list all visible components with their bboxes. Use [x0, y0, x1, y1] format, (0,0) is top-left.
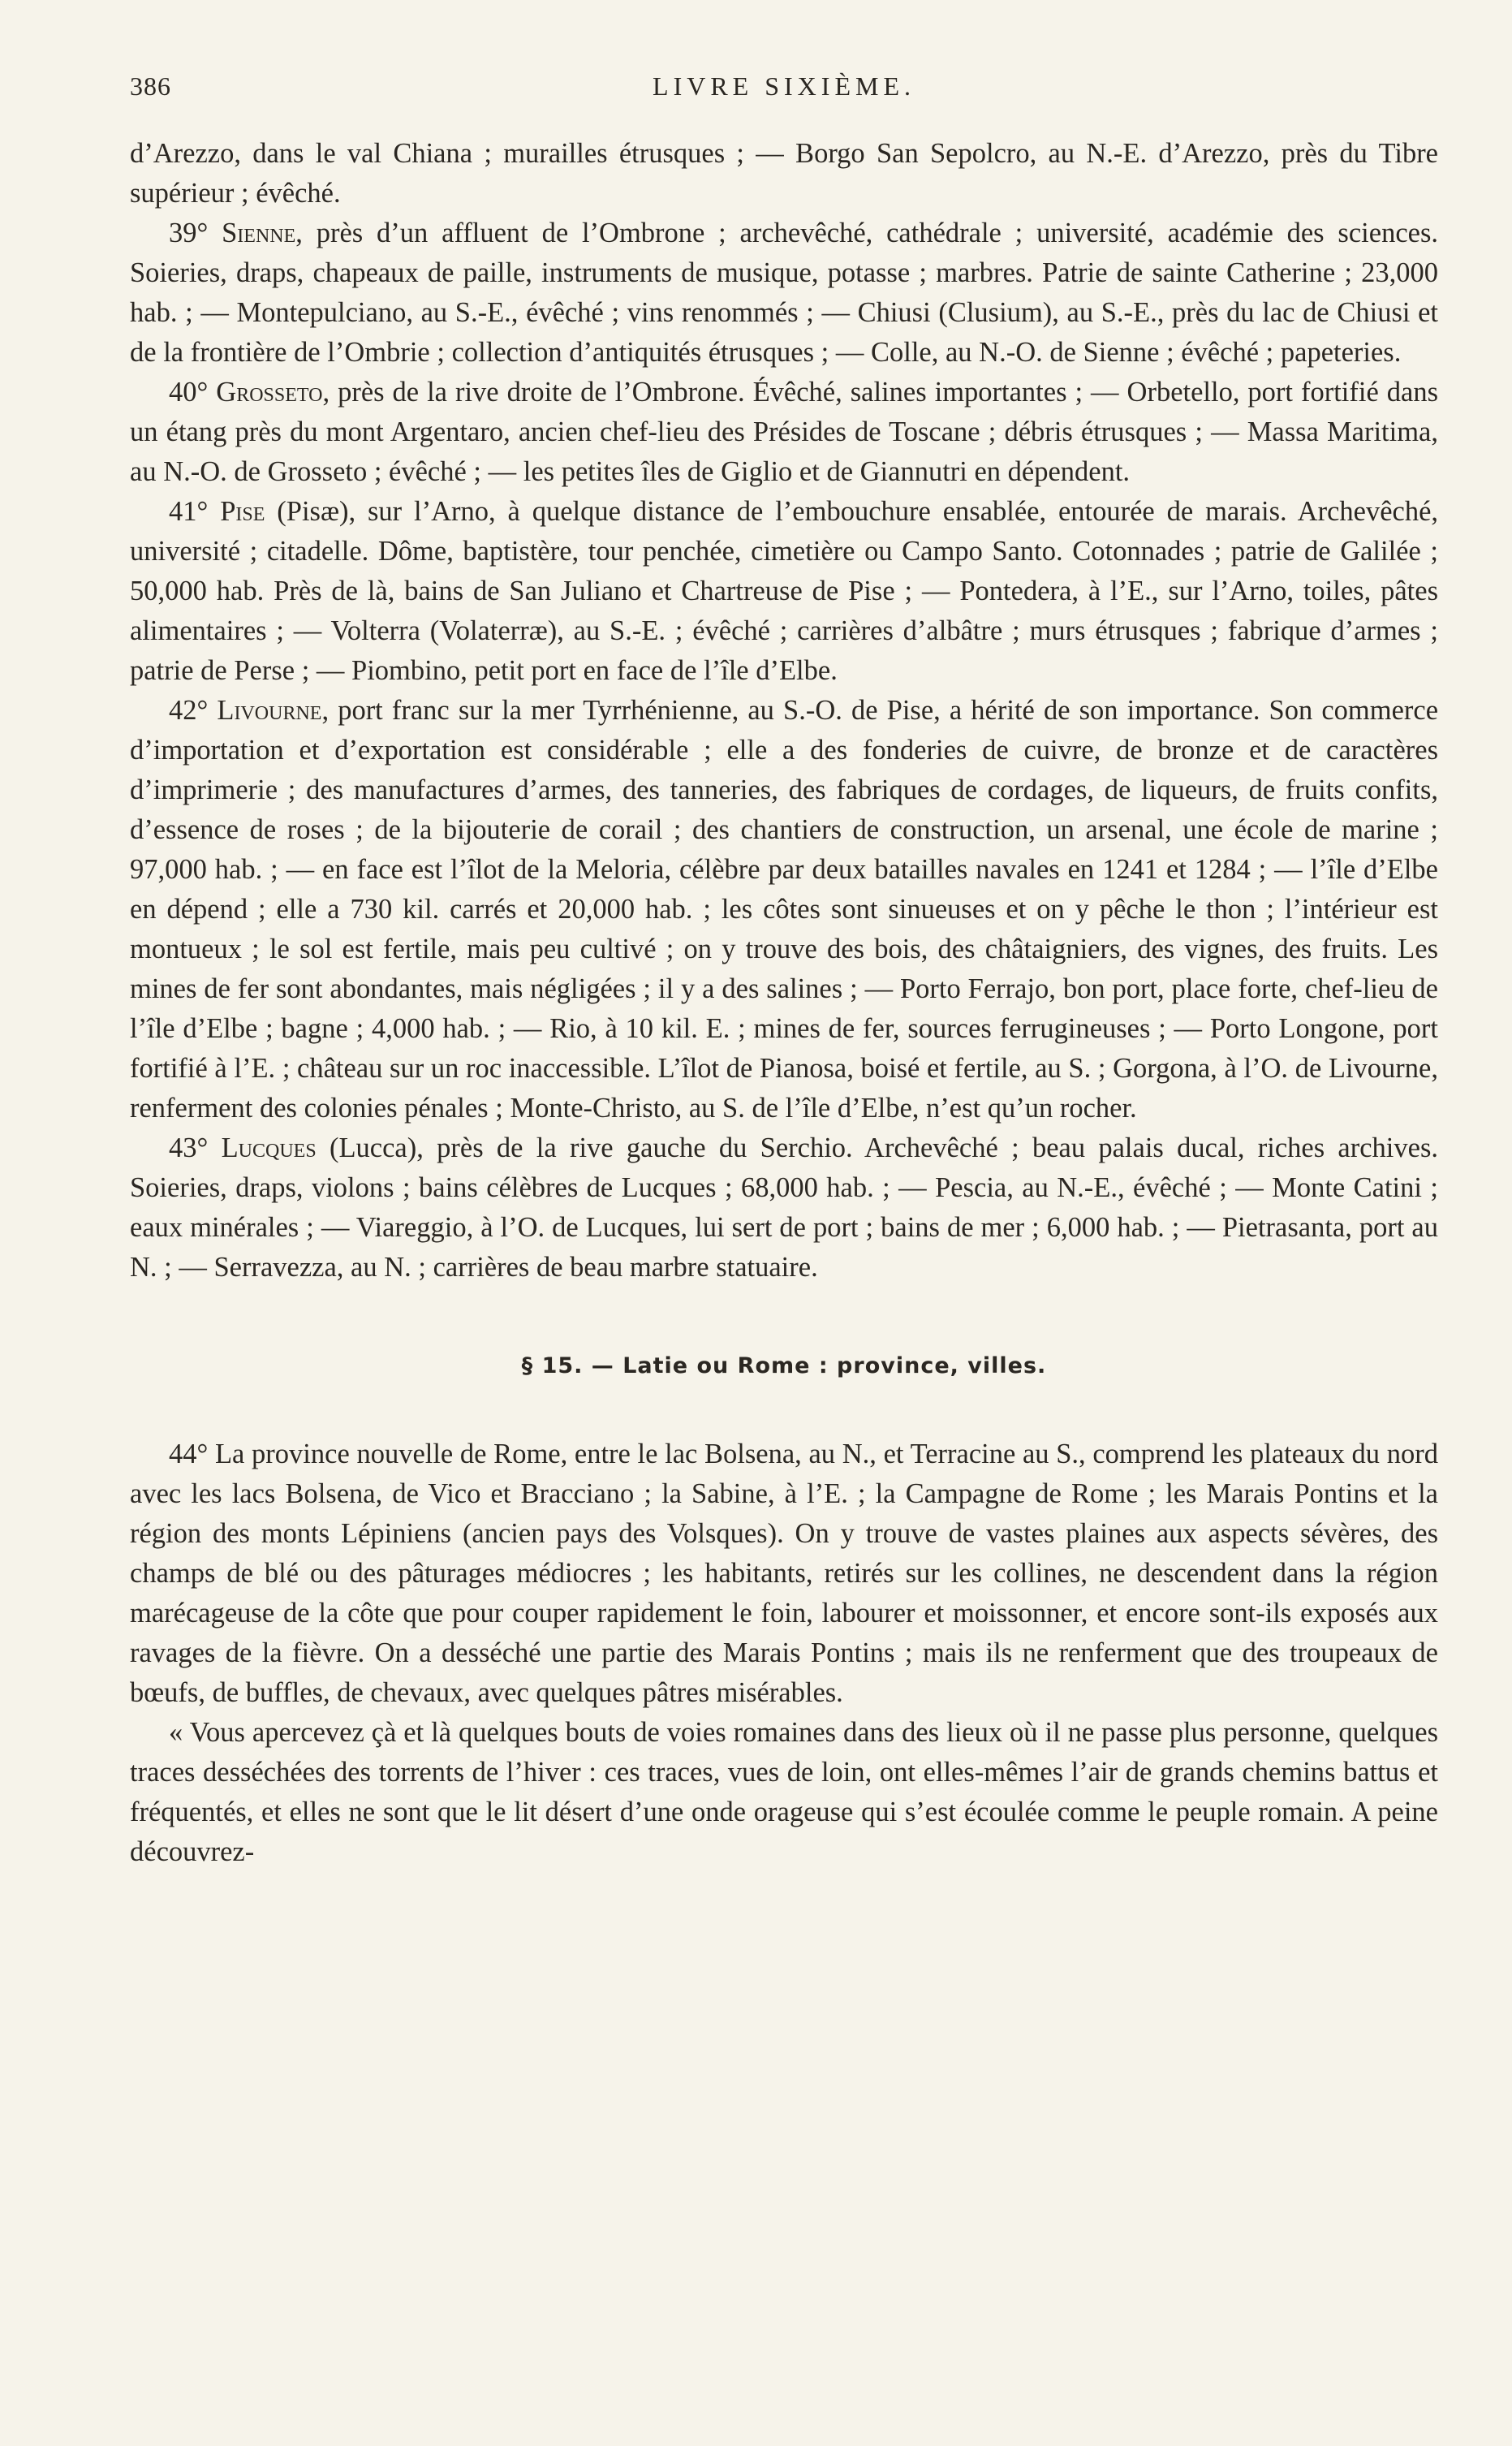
paragraph-42-livourne — [130, 691, 1438, 1128]
entry-city: Livourne — [217, 695, 322, 726]
section-heading: § 15. — Latie ou Rome : province, villes. — [521, 1353, 1047, 1378]
body-text — [130, 134, 1438, 1872]
entry-number: 42° — [169, 695, 209, 726]
paragraph-43-lucques — [130, 1128, 1438, 1288]
entry-number: 41° — [169, 496, 209, 527]
entry-text: (Lucca), près de la rive gauche du Serchio. Archevêché ; beau palais ducal, riches archives. Soieries, draps, violons ; bains célèbres de Lucques ; 68,000 hab. ; — Pescia, au N.-E., évêché ; — Monte Catini ; eaux minérales ; — Viareggio, à l’O. de Lucques, lui sert de port ; bains de mer ; 6,000 hab. ; — Pietrasanta, port au N. ; — Serravezza, au N. ; carrières de beau marbre statuaire. — [130, 1132, 1438, 1283]
paragraph-41-pise — [130, 492, 1438, 691]
entry-text: , port franc sur la mer Tyrrhénienne, au S.-O. de Pise, a hérité de son importance. Son commerce d’importation et d’exportation est considérable ; elle a des fonderies de cuivre, de bronze et de caractères d’imprimerie ; des manufactures d’armes, des tanneries, des fabriques de cordages, de liqueurs, de fruits confits, d’essence de roses ; de la bijouterie de corail ; des chantiers de construction, un arsenal, une école de marine ; 97,000 hab. ; — en face est l’îlot de la Meloria, célèbre par deux batailles navales en 1241 et 1284 ; — l’île d’Elbe en dépend ; elle a 730 kil. carrés et 20,000 hab. ; les côtes sont sinueuses et on y pêche le thon ; l’intérieur est montueux ; le sol est fertile, mais peu cultivé ; on y trouve des bois, des châtaigniers, des vignes, des fruits. Les mines de fer sont abondantes, mais négligées ; il y a des salines ; — Porto Ferrajo, bon port, place forte, chef-lieu de l’île d’Elbe ; bagne ; 4,000 hab. ; — Rio, à 10 kil. E. ; mines de fer, sources ferrugineuses ; — Porto Longone, port fortifié à l’E. ; château sur un roc inaccessible. L’îlot de Pianosa, boisé et fertile, au S. ; Gorgona, à l’O. de Livourne, renferment des colonies pénales ; Monte-Christo, au S. de l’île d’Elbe, n’est qu’un rocher. — [130, 695, 1439, 1124]
entry-number: 39° — [169, 218, 209, 248]
paragraph-44-rome: 44° La province nouvelle de Rome, entre le lac Bolsena, au N., et Terracine au S., comprend les plateaux du nord avec les lacs Bolsena, de Vico et Bracciano ; la Sabine, à l’E. ; la Campagne de Rome ; les Marais Pontins et la région des monts Lépiniens (ancien pays des Volsques). On y trouve de vastes plaines aux aspects sévères, des champs de blé ou des pâturages médiocres ; les habitants, retirés sur les collines, ne descendent dans la région marécageuse de la côte que pour couper rapidement le foin, labourer et moissonner, et encore sont-ils exposés aux ravages de la fièvre. On a desséché une partie des Marais Pontins ; mais ils ne renferment que des troupeaux de bœufs, de buffles, de chevaux, avec quelques pâtres misérables. — [130, 1439, 1438, 1708]
entry-text: , près de la rive droite de l’Ombrone. Évêché, salines importantes ; — Orbetello, port fortifié dans un étang près du mont Argentaro, ancien chef-lieu des Présides de Toscane ; débris étrusques ; — Massa Maritima, au N.-O. de Grosseto ; évêché ; — les petites îles de Giglio et de Giannutri en dépendent. — [130, 377, 1439, 487]
running-title: LIVRE SIXIÈME. — [653, 71, 915, 101]
paragraph-39-sienne — [130, 214, 1438, 373]
entry-city: Grosseto — [216, 377, 323, 408]
entry-number: 43° — [169, 1132, 209, 1163]
paragraph-40-grosseto — [130, 373, 1438, 492]
entry-city: Lucques — [221, 1132, 317, 1163]
paragraph-arezzo: d’Arezzo, dans le val Chiana ; murailles étrusques ; — Borgo San Sepolcro, au N.-E. d’Arezzo, près du Tibre supérieur ; évêché. — [130, 138, 1438, 209]
page-number: 386 — [130, 71, 171, 101]
page-header — [130, 71, 1438, 112]
entry-city: Pise — [220, 496, 265, 527]
entry-number: 40° — [169, 377, 209, 408]
entry-text: , près d’un affluent de l’Ombrone ; archevêché, cathédrale ; université, académie des sciences. Soieries, draps, chapeaux de paille, instruments de musique, potasse ; marbres. Patrie de sainte Catherine ; 23,000 hab. ; — Montepulciano, au S.-E., évêché ; vins renommés ; — Chiusi (Clusium), au S.-E., près du lac de Chiusi et de la frontière de l’Ombrie ; collection d’antiquités étrusques ; — Colle, au N.-O. de Sienne ; évêché ; papeteries. — [130, 218, 1438, 368]
paragraph-quote: « Vous apercevez çà et là quelques bouts de voies romaines dans des lieux où il ne passe plus personne, quelques traces desséchées des torrents de l’hiver : ces traces, vues de loin, ont elles-mêmes l’air de grands chemins battus et fréquentés, et elles ne sont que le lit désert d’une onde orageuse qui s’est écoulée comme le peuple romain. A peine découvrez- — [130, 1717, 1438, 1867]
entry-city: Sienne — [222, 218, 296, 248]
entry-text: (Pisæ), sur l’Arno, à quelque distance de l’embouchure ensablée, entourée de marais. Archevêché, université ; citadelle. Dôme, baptistère, tour penchée, cimetière ou Campo Santo. Cotonnades ; patrie de Galilée ; 50,000 hab. Près de là, bains de San Juliano et Chartreuse de Pise ; — Pontedera, à l’E., sur l’Arno, toiles, pâtes alimentaires ; — Volterra (Volaterræ), au S.-E. ; évêché ; carrières d’albâtre ; murs étrusques ; fabrique d’armes ; patrie de Perse ; — Piombino, petit port en face de l’île d’Elbe. — [130, 496, 1439, 686]
